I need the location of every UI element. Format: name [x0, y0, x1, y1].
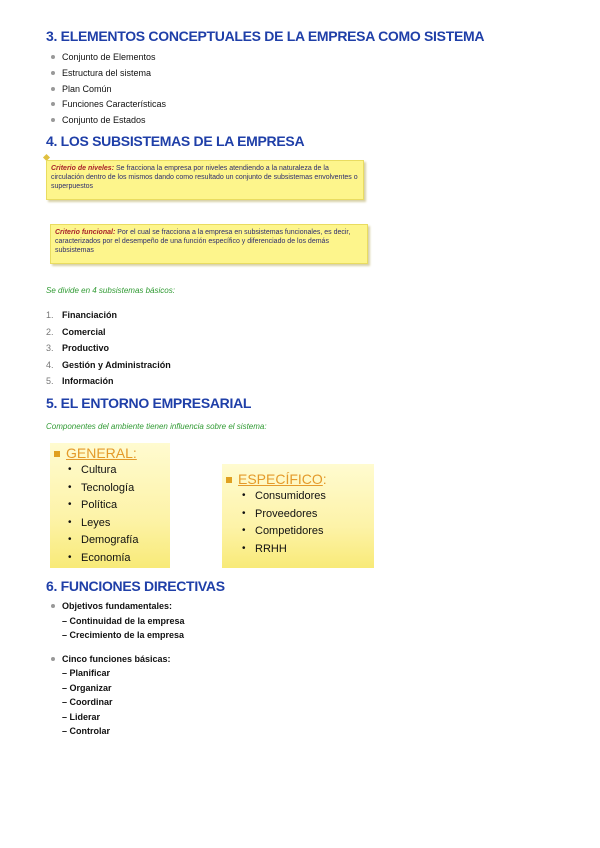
list-item: – Coordinar [62, 697, 113, 707]
specific-heading: ESPECÍFICO: [226, 471, 327, 487]
list-item: 4. Gestión y Administración [46, 359, 171, 370]
list-item: – Continuidad de la empresa [62, 615, 185, 626]
list-item: • RRHH [242, 542, 326, 560]
subsystems-intro: Se divide en 4 subsistemas básicos: [46, 286, 175, 295]
criterio-funcional-box [50, 224, 368, 264]
list-item: Funciones Características [46, 98, 166, 114]
square-bullet-icon [54, 451, 60, 457]
funciones-label: Cinco funciones básicas: [46, 653, 185, 668]
list-item: • Demografía [68, 533, 138, 551]
criterio-niveles-text: Se fracciona la empresa por niveles atendiendo a la naturaleza de la circulación dentro de los mismos dando como resultado un conjunto de subsistemas envolventes o superpuestos [51, 165, 358, 190]
general-heading: GENERAL: [54, 445, 137, 461]
specific-environment-box [222, 464, 374, 568]
list-item: • Cultura [68, 463, 138, 481]
list-item: • Economía [68, 551, 138, 569]
general-environment-box [50, 443, 170, 568]
section-3-title: 3. ELEMENTOS CONCEPTUALES DE LA EMPRESA COMO SISTEMA [46, 28, 485, 44]
specific-list [242, 489, 326, 559]
criterio-funcional-label: Criterio funcional: [55, 229, 116, 236]
criterio-niveles-box [46, 160, 364, 200]
general-list [68, 463, 138, 568]
environment-intro: Componentes del ambiente tienen influencia sobre el sistema: [46, 422, 267, 431]
list-item: Plan Común [46, 83, 166, 99]
section-6-title: 6. FUNCIONES DIRECTIVAS [46, 578, 225, 594]
list-item: • Proveedores [242, 507, 326, 525]
objetivos-label: Objetivos fundamentales: [46, 600, 185, 615]
list-item: Estructura del sistema [46, 67, 166, 83]
list-item: – Planificar [62, 668, 111, 678]
section-4-title: 4. LOS SUBSISTEMAS DE LA EMPRESA [46, 133, 305, 149]
list-item: – Crecimiento de la empresa [62, 630, 185, 640]
list-item: • Tecnología [68, 481, 138, 499]
subsystems-list [46, 309, 171, 392]
list-item: • Competidores [242, 524, 326, 542]
list-item: Conjunto de Estados [46, 114, 166, 130]
list-item: 2. Comercial [46, 326, 106, 337]
directive-functions [46, 600, 185, 740]
list-item: – Liderar [62, 711, 101, 722]
list-item: – Controlar [62, 726, 111, 736]
list-item: • Leyes [68, 516, 138, 534]
list-item: – Organizar [62, 682, 112, 693]
list-item: Conjunto de Elementos [46, 51, 166, 67]
section-5-title: 5. EL ENTORNO EMPRESARIAL [46, 395, 252, 411]
criterio-niveles-label: Criterio de niveles: [51, 165, 115, 172]
list-item: 3. Productivo [46, 343, 110, 354]
list-item: 5. Información [46, 376, 114, 387]
list-item: • Consumidores [242, 489, 326, 507]
list-item: 1. Financiación [46, 310, 118, 320]
conceptual-elements-list [46, 51, 166, 130]
list-item: • Política [68, 498, 138, 516]
square-bullet-icon [226, 477, 232, 483]
criterio-funcional-text: Por el cual se fracciona a la empresa en subsistemas funcionales, es decir, caracterizados por el desempeño de una función específico y diferenciado de los demás subsistemas [55, 229, 351, 254]
